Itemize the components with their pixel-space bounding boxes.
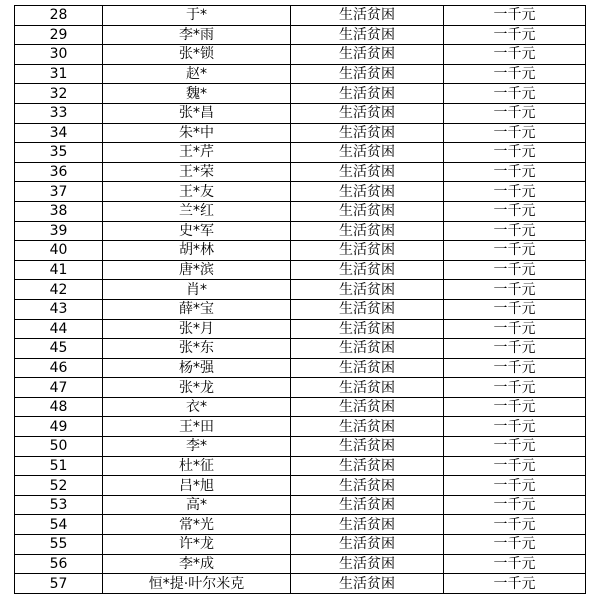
cell-amount: 一千元 [444, 64, 586, 84]
cell-reason: 生活贫困 [291, 437, 444, 457]
table-row [15, 84, 586, 104]
cell-serial-number: 37 [15, 182, 103, 202]
table-row [15, 397, 586, 417]
cell-recipient-name: 高* [103, 495, 291, 515]
table-row [15, 554, 586, 574]
cell-serial-number: 49 [15, 417, 103, 437]
cell-recipient-name: 王*荣 [103, 162, 291, 182]
table-row [15, 437, 586, 457]
table-row [15, 25, 586, 45]
cell-reason: 生活贫困 [291, 162, 444, 182]
cell-serial-number: 42 [15, 280, 103, 300]
table-row [15, 280, 586, 300]
cell-reason: 生活贫困 [291, 299, 444, 319]
cell-recipient-name: 兰*红 [103, 201, 291, 221]
cell-reason: 生活贫困 [291, 339, 444, 359]
cell-amount: 一千元 [444, 339, 586, 359]
cell-reason: 生活贫困 [291, 84, 444, 104]
cell-serial-number: 29 [15, 25, 103, 45]
cell-reason: 生活贫困 [291, 535, 444, 555]
table-row [15, 103, 586, 123]
table-row [15, 260, 586, 280]
aid-recipient-table [14, 5, 586, 594]
cell-recipient-name: 唐*滨 [103, 260, 291, 280]
table-row [15, 476, 586, 496]
cell-amount: 一千元 [444, 456, 586, 476]
cell-amount: 一千元 [444, 182, 586, 202]
cell-recipient-name: 李* [103, 437, 291, 457]
cell-recipient-name: 张*锁 [103, 45, 291, 65]
cell-serial-number: 45 [15, 339, 103, 359]
cell-amount: 一千元 [444, 162, 586, 182]
cell-serial-number: 55 [15, 535, 103, 555]
cell-recipient-name: 赵* [103, 64, 291, 84]
cell-reason: 生活贫困 [291, 182, 444, 202]
cell-amount: 一千元 [444, 280, 586, 300]
cell-amount: 一千元 [444, 201, 586, 221]
cell-reason: 生活贫困 [291, 378, 444, 398]
table-row [15, 299, 586, 319]
cell-recipient-name: 王*芹 [103, 143, 291, 163]
cell-recipient-name: 朱*中 [103, 123, 291, 143]
cell-reason: 生活贫困 [291, 221, 444, 241]
cell-amount: 一千元 [444, 25, 586, 45]
table-row [15, 378, 586, 398]
cell-reason: 生活贫困 [291, 201, 444, 221]
table-row [15, 339, 586, 359]
table-row [15, 182, 586, 202]
table-row [15, 535, 586, 555]
table-row [15, 515, 586, 535]
table-body [15, 6, 586, 594]
cell-serial-number: 44 [15, 319, 103, 339]
cell-serial-number: 46 [15, 358, 103, 378]
table-row [15, 358, 586, 378]
table-row [15, 45, 586, 65]
cell-reason: 生活贫困 [291, 6, 444, 26]
cell-reason: 生活贫困 [291, 123, 444, 143]
cell-recipient-name: 张*月 [103, 319, 291, 339]
cell-recipient-name: 许*龙 [103, 535, 291, 555]
cell-amount: 一千元 [444, 241, 586, 261]
cell-amount: 一千元 [444, 45, 586, 65]
cell-amount: 一千元 [444, 319, 586, 339]
cell-serial-number: 32 [15, 84, 103, 104]
cell-serial-number: 48 [15, 397, 103, 417]
cell-reason: 生活贫困 [291, 358, 444, 378]
cell-amount: 一千元 [444, 260, 586, 280]
table-row [15, 241, 586, 261]
table-row [15, 64, 586, 84]
cell-reason: 生活贫困 [291, 495, 444, 515]
cell-recipient-name: 于* [103, 6, 291, 26]
cell-amount: 一千元 [444, 6, 586, 26]
cell-serial-number: 43 [15, 299, 103, 319]
cell-serial-number: 57 [15, 574, 103, 594]
cell-amount: 一千元 [444, 476, 586, 496]
cell-recipient-name: 薛*宝 [103, 299, 291, 319]
cell-reason: 生活贫困 [291, 319, 444, 339]
cell-serial-number: 36 [15, 162, 103, 182]
cell-recipient-name: 李*成 [103, 554, 291, 574]
cell-amount: 一千元 [444, 123, 586, 143]
cell-reason: 生活贫困 [291, 103, 444, 123]
cell-reason: 生活贫困 [291, 476, 444, 496]
cell-amount: 一千元 [444, 103, 586, 123]
cell-serial-number: 28 [15, 6, 103, 26]
cell-recipient-name: 李*雨 [103, 25, 291, 45]
cell-reason: 生活贫困 [291, 515, 444, 535]
cell-serial-number: 40 [15, 241, 103, 261]
cell-amount: 一千元 [444, 437, 586, 457]
cell-amount: 一千元 [444, 417, 586, 437]
cell-amount: 一千元 [444, 378, 586, 398]
cell-reason: 生活贫困 [291, 554, 444, 574]
table-row [15, 319, 586, 339]
cell-reason: 生活贫困 [291, 64, 444, 84]
cell-serial-number: 30 [15, 45, 103, 65]
cell-reason: 生活贫困 [291, 397, 444, 417]
cell-amount: 一千元 [444, 358, 586, 378]
cell-serial-number: 56 [15, 554, 103, 574]
cell-serial-number: 51 [15, 456, 103, 476]
table-row [15, 123, 586, 143]
cell-recipient-name: 肖* [103, 280, 291, 300]
cell-amount: 一千元 [444, 143, 586, 163]
cell-reason: 生活贫困 [291, 45, 444, 65]
table-row [15, 417, 586, 437]
cell-recipient-name: 王*友 [103, 182, 291, 202]
table-row [15, 456, 586, 476]
table-row [15, 143, 586, 163]
cell-serial-number: 54 [15, 515, 103, 535]
cell-recipient-name: 杜*征 [103, 456, 291, 476]
cell-amount: 一千元 [444, 84, 586, 104]
cell-recipient-name: 史*军 [103, 221, 291, 241]
cell-recipient-name: 常*光 [103, 515, 291, 535]
cell-amount: 一千元 [444, 574, 586, 594]
cell-amount: 一千元 [444, 221, 586, 241]
table-row [15, 6, 586, 26]
table-row [15, 574, 586, 594]
cell-serial-number: 33 [15, 103, 103, 123]
cell-recipient-name: 魏* [103, 84, 291, 104]
cell-amount: 一千元 [444, 535, 586, 555]
cell-serial-number: 35 [15, 143, 103, 163]
cell-serial-number: 50 [15, 437, 103, 457]
cell-amount: 一千元 [444, 299, 586, 319]
table-row [15, 221, 586, 241]
cell-recipient-name: 张*龙 [103, 378, 291, 398]
cell-reason: 生活贫困 [291, 241, 444, 261]
cell-amount: 一千元 [444, 397, 586, 417]
cell-recipient-name: 张*东 [103, 339, 291, 359]
table-row [15, 201, 586, 221]
cell-reason: 生活贫困 [291, 417, 444, 437]
table-row [15, 162, 586, 182]
cell-serial-number: 47 [15, 378, 103, 398]
cell-recipient-name: 王*田 [103, 417, 291, 437]
cell-recipient-name: 恒*提·叶尔米克 [103, 574, 291, 594]
cell-recipient-name: 胡*林 [103, 241, 291, 261]
cell-serial-number: 41 [15, 260, 103, 280]
cell-serial-number: 53 [15, 495, 103, 515]
cell-recipient-name: 吕*旭 [103, 476, 291, 496]
cell-amount: 一千元 [444, 495, 586, 515]
table-row [15, 495, 586, 515]
cell-recipient-name: 衣* [103, 397, 291, 417]
cell-recipient-name: 张*昌 [103, 103, 291, 123]
cell-serial-number: 34 [15, 123, 103, 143]
cell-reason: 生活贫困 [291, 260, 444, 280]
cell-serial-number: 39 [15, 221, 103, 241]
cell-reason: 生活贫困 [291, 143, 444, 163]
cell-reason: 生活贫困 [291, 280, 444, 300]
cell-serial-number: 31 [15, 64, 103, 84]
cell-amount: 一千元 [444, 515, 586, 535]
cell-reason: 生活贫困 [291, 25, 444, 45]
cell-amount: 一千元 [444, 554, 586, 574]
cell-recipient-name: 杨*强 [103, 358, 291, 378]
cell-serial-number: 38 [15, 201, 103, 221]
cell-serial-number: 52 [15, 476, 103, 496]
cell-reason: 生活贫困 [291, 456, 444, 476]
cell-reason: 生活贫困 [291, 574, 444, 594]
